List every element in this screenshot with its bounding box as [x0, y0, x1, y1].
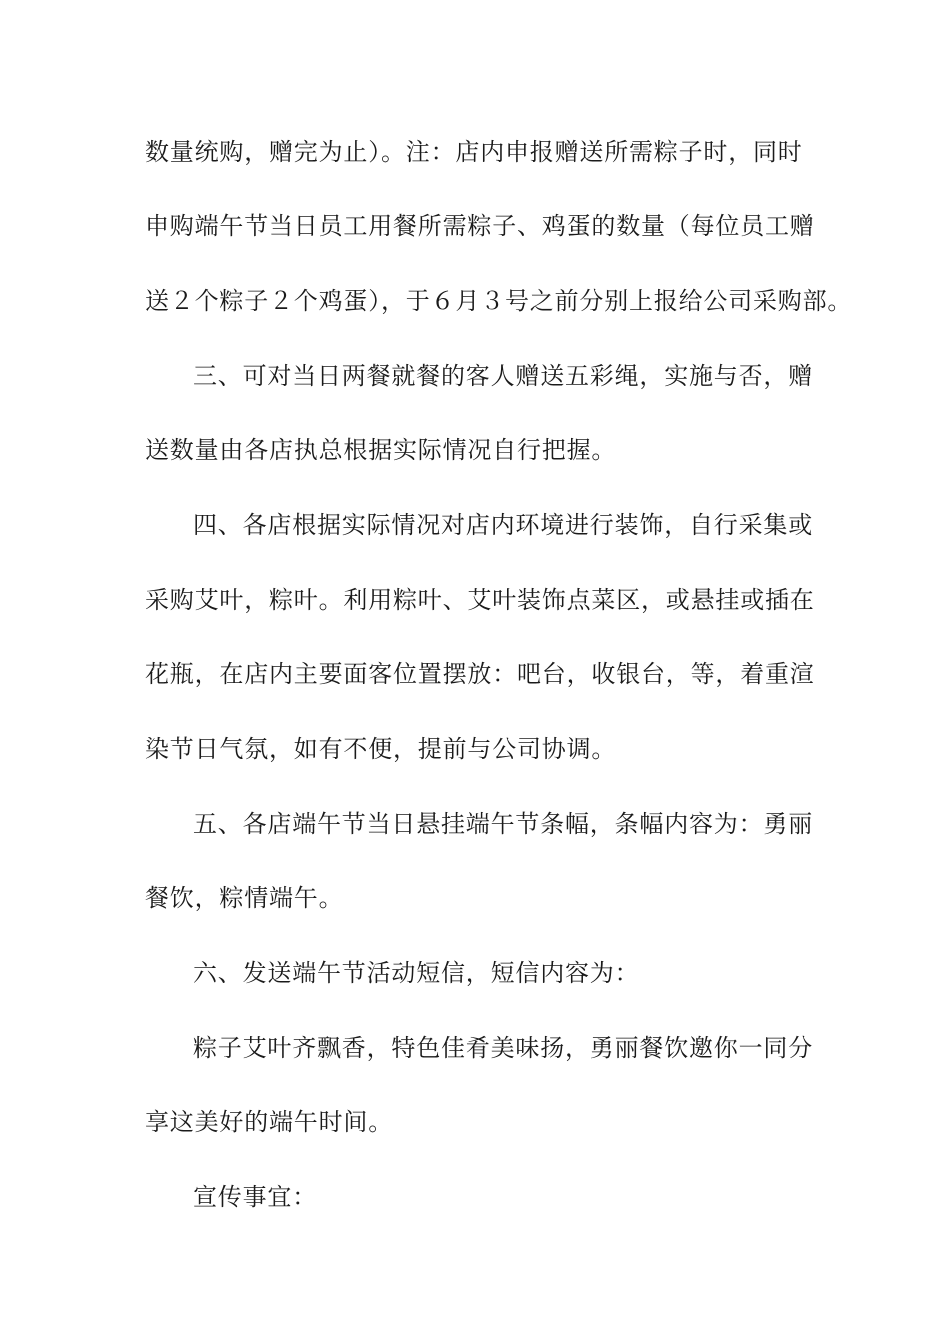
paragraph-line: 送２个粽子２个鸡蛋），于６月３号之前分别上报给公司采购部。 — [145, 287, 853, 315]
section-four-line: 四、各店根据实际情况对店内环境进行装饰，自行采集或 — [193, 511, 813, 539]
paragraph-line: 花瓶，在店内主要面客位置摆放：吧台，收银台，等，着重渲 — [145, 660, 815, 688]
sms-content-line: 粽子艾叶齐飘香，特色佳肴美味扬，勇丽餐饮邀你一同分 — [193, 1034, 813, 1062]
paragraph-line: 餐饮，粽情端午。 — [145, 884, 344, 912]
section-five-line: 五、各店端午节当日悬挂端午节条幅，条幅内容为：勇丽 — [193, 810, 813, 838]
section-three-line: 三、可对当日两餐就餐的客人赠送五彩绳，实施与否，赠 — [193, 362, 813, 390]
paragraph-line: 数量统购，赠完为止）。注：店内申报赠送所需粽子时，同时 — [145, 138, 803, 166]
paragraph-line: 采购艾叶，粽叶。利用粽叶、艾叶装饰点菜区，或悬挂或插在 — [145, 586, 815, 614]
section-six-line: 六、发送端午节活动短信，短信内容为： — [193, 959, 640, 987]
paragraph-line: 享这美好的端午时间。 — [145, 1108, 393, 1136]
publicity-heading: 宣传事宜： — [193, 1183, 317, 1211]
paragraph-line: 染节日气氛，如有不便，提前与公司协调。 — [145, 735, 617, 763]
paragraph-line: 申购端午节当日员工用餐所需粽子、鸡蛋的数量（每位员工赠 — [145, 212, 815, 240]
paragraph-line: 送数量由各店执总根据实际情况自行把握。 — [145, 436, 617, 464]
